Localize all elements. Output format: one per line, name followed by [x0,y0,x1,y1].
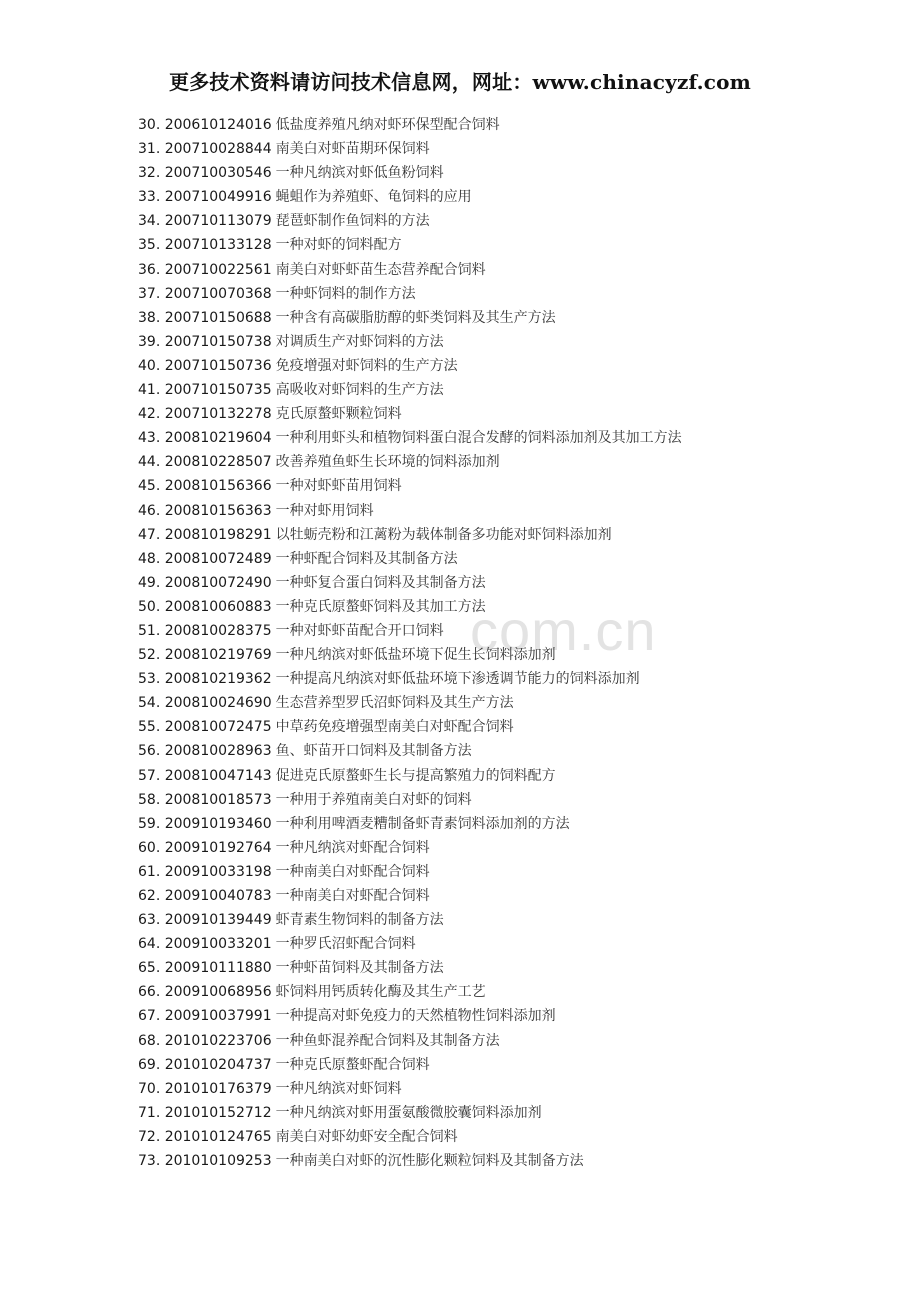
list-item [138,908,682,932]
patent-title: 一种利用啤酒麦糟制备虾青素饲料添加剂的方法 [275,815,570,832]
patent-number: 50. 200810060883 [138,598,272,615]
patent-title: 低盐度养殖凡纳对虾环保型配合饲料 [275,117,500,133]
list-item [138,330,682,354]
patent-number: 45. 200810156366 [138,478,272,495]
list-item [138,788,682,812]
patent-title: 对调质生产对虾饲料的方法 [275,333,444,350]
list-item [138,474,682,498]
list-item [138,161,682,185]
patent-title: 琵琶虾制作鱼饲料的方法 [275,213,430,230]
patent-number: 42. 200710132278 [138,406,272,423]
patent-number: 44. 200810228507 [138,454,272,471]
list-item [138,306,682,330]
list-item [138,523,682,547]
patent-number: 47. 200810198291 [138,526,272,543]
patent-number: 64. 200910033201 [138,936,272,953]
patent-title: 一种用于养殖南美白对虾的饲料 [275,791,472,808]
patent-title: 南美白对虾幼虾安全配合饲料 [275,1128,458,1145]
list-item [138,282,682,306]
list-item [138,884,682,908]
patent-title: 一种对虾的饲料配方 [275,237,402,254]
patent-number: 49. 200810072490 [138,574,272,591]
patent-title: 南美白对虾苗期环保饲料 [275,141,430,158]
patent-number: 67. 200910037991 [138,1008,272,1025]
list-item [138,1053,682,1077]
patent-number: 34. 200710113079 [138,213,272,230]
list-item [138,667,682,691]
list-item [138,932,682,956]
patent-number: 53. 200810219362 [138,671,272,688]
patent-number: 46. 200810156363 [138,502,272,519]
watermark: com.cn [470,599,657,662]
list-item [138,354,682,378]
patent-number: 32. 200710030546 [138,165,272,182]
patent-title: 一种含有高碳脂肪醇的虾类饲料及其生产方法 [275,309,556,326]
patent-title: 一种虾苗饲料及其制备方法 [275,960,444,977]
patent-number: 66. 200910068956 [138,984,272,1001]
patent-title: 一种克氏原螯虾饲料及其加工方法 [275,598,486,615]
patent-number: 59. 200910193460 [138,815,272,832]
patent-number: 55. 200810072475 [138,719,272,736]
list-item [138,547,682,571]
patent-title: 一种鱼虾混养配合饲料及其制备方法 [275,1032,500,1049]
patent-number: 73. 201010109253 [138,1153,272,1170]
patent-number: 31. 200710028844 [138,141,272,158]
list-item [138,209,682,233]
patent-number: 54. 200810024690 [138,695,272,712]
patent-title: 一种利用虾头和植物饲料蛋白混合发酵的饲料添加剂及其加工方法 [275,430,682,447]
list-item [138,764,682,788]
patent-number: 30. 200610124016 [138,117,272,133]
patent-number: 58. 200810018573 [138,791,272,808]
patent-title: 一种虾饲料的制作方法 [275,285,416,302]
list-item [138,812,682,836]
patent-title: 一种虾配合饲料及其制备方法 [275,550,458,567]
patent-title: 蝇蛆作为养殖虾、龟饲料的应用 [275,189,472,206]
list-item [138,643,682,667]
patent-title: 一种南美白对虾配合饲料 [275,888,430,904]
patent-title: 一种凡纳滨对虾配合饲料 [275,839,430,856]
list-item [138,860,682,884]
patent-title: 改善养殖鱼虾生长环境的饲料添加剂 [275,454,500,471]
page-header: 更多技术资料请访问技术信息网，网址：www.chinacyzf.com [168,70,752,94]
patent-number: 37. 200710070368 [138,285,272,302]
patent-title: 一种罗氏沼虾配合饲料 [275,936,416,953]
patent-title: 一种凡纳滨对虾用蛋氨酸微胶囊饲料添加剂 [275,1104,542,1121]
patent-title: 鱼、虾苗开口饲料及其制备方法 [275,743,472,760]
patent-title: 一种提高凡纳滨对虾低盐环境下渗透调节能力的饲料添加剂 [275,671,640,688]
patent-title: 虾青素生物饲料的制备方法 [275,912,444,929]
list-item [138,1004,682,1028]
patent-title: 一种凡纳滨对虾低盐环境下促生长饲料添加剂 [275,647,556,664]
list-item [138,113,682,137]
list-item [138,1029,682,1053]
patent-title: 一种对虾用饲料 [275,502,374,519]
patent-number: 56. 200810028963 [138,743,272,760]
patent-number: 60. 200910192764 [138,839,272,856]
patent-number: 69. 201010204737 [138,1056,272,1073]
patent-title: 一种克氏原螯虾配合饲料 [275,1056,430,1073]
patent-number: 71. 201010152712 [138,1104,272,1121]
list-item [138,185,682,209]
patent-number: 36. 200710022561 [138,261,272,278]
patent-title: 克氏原螯虾颗粒饲料 [275,406,402,423]
list-item [138,595,682,619]
list-item [138,691,682,715]
patent-title: 一种南美白对虾配合饲料 [275,863,430,880]
patent-list [138,113,682,1173]
patent-title: 高吸收对虾饲料的生产方法 [275,382,444,399]
list-item [138,715,682,739]
patent-number: 70. 201010176379 [138,1080,272,1097]
list-item [138,137,682,161]
patent-title: 免疫增强对虾饲料的生产方法 [275,357,458,374]
patent-number: 38. 200710150688 [138,309,272,326]
patent-title: 中草药免疫增强型南美白对虾配合饲料 [275,719,514,736]
patent-title: 以牡蛎壳粉和江蓠粉为载体制备多功能对虾饲料添加剂 [275,526,612,543]
list-item [138,1101,682,1125]
patent-number: 40. 200710150736 [138,357,272,374]
list-item [138,1125,682,1149]
patent-number: 72. 201010124765 [138,1128,272,1145]
patent-number: 48. 200810072489 [138,550,272,567]
list-item [138,739,682,763]
patent-title: 南美白对虾虾苗生态营养配合饲料 [275,261,486,278]
patent-number: 33. 200710049916 [138,189,272,206]
list-item [138,450,682,474]
list-item [138,571,682,595]
patent-title: 促进克氏原螯虾生长与提高繁殖力的饲料配方 [275,767,556,784]
patent-number: 61. 200910033198 [138,863,272,880]
patent-title: 一种提高对虾免疫力的天然植物性饲料添加剂 [275,1008,556,1025]
list-item [138,956,682,980]
list-item [138,233,682,257]
patent-number: 57. 200810047143 [138,767,272,784]
patent-title: 一种虾复合蛋白饲料及其制备方法 [275,574,486,591]
patent-title: 一种南美白对虾的沉性膨化颗粒饲料及其制备方法 [275,1153,584,1170]
list-item [138,619,682,643]
patent-title: 一种凡纳滨对虾饲料 [275,1080,402,1097]
list-item [138,1149,682,1173]
list-item [138,402,682,426]
patent-number: 63. 200910139449 [138,912,272,929]
list-item [138,426,682,450]
list-item [138,378,682,402]
list-item [138,1077,682,1101]
list-item [138,980,682,1004]
list-item [138,258,682,282]
patent-number: 52. 200810219769 [138,647,272,664]
list-item [138,499,682,523]
patent-number: 35. 200710133128 [138,237,272,254]
patent-number: 62. 200910040783 [138,888,272,904]
patent-number: 43. 200810219604 [138,430,272,447]
patent-title: 一种对虾虾苗用饲料 [275,478,402,495]
patent-title: 生态营养型罗氏沼虾饲料及其生产方法 [275,695,514,712]
patent-title: 一种对虾虾苗配合开口饲料 [275,622,444,639]
patent-number: 65. 200910111880 [138,960,272,977]
patent-number: 41. 200710150735 [138,382,272,399]
patent-number: 68. 201010223706 [138,1032,272,1049]
patent-title: 一种凡纳滨对虾低鱼粉饲料 [275,165,444,182]
patent-title: 虾饲料用钙质转化酶及其生产工艺 [275,984,486,1001]
patent-number: 51. 200810028375 [138,622,272,639]
list-item [138,836,682,860]
patent-number: 39. 200710150738 [138,333,272,350]
